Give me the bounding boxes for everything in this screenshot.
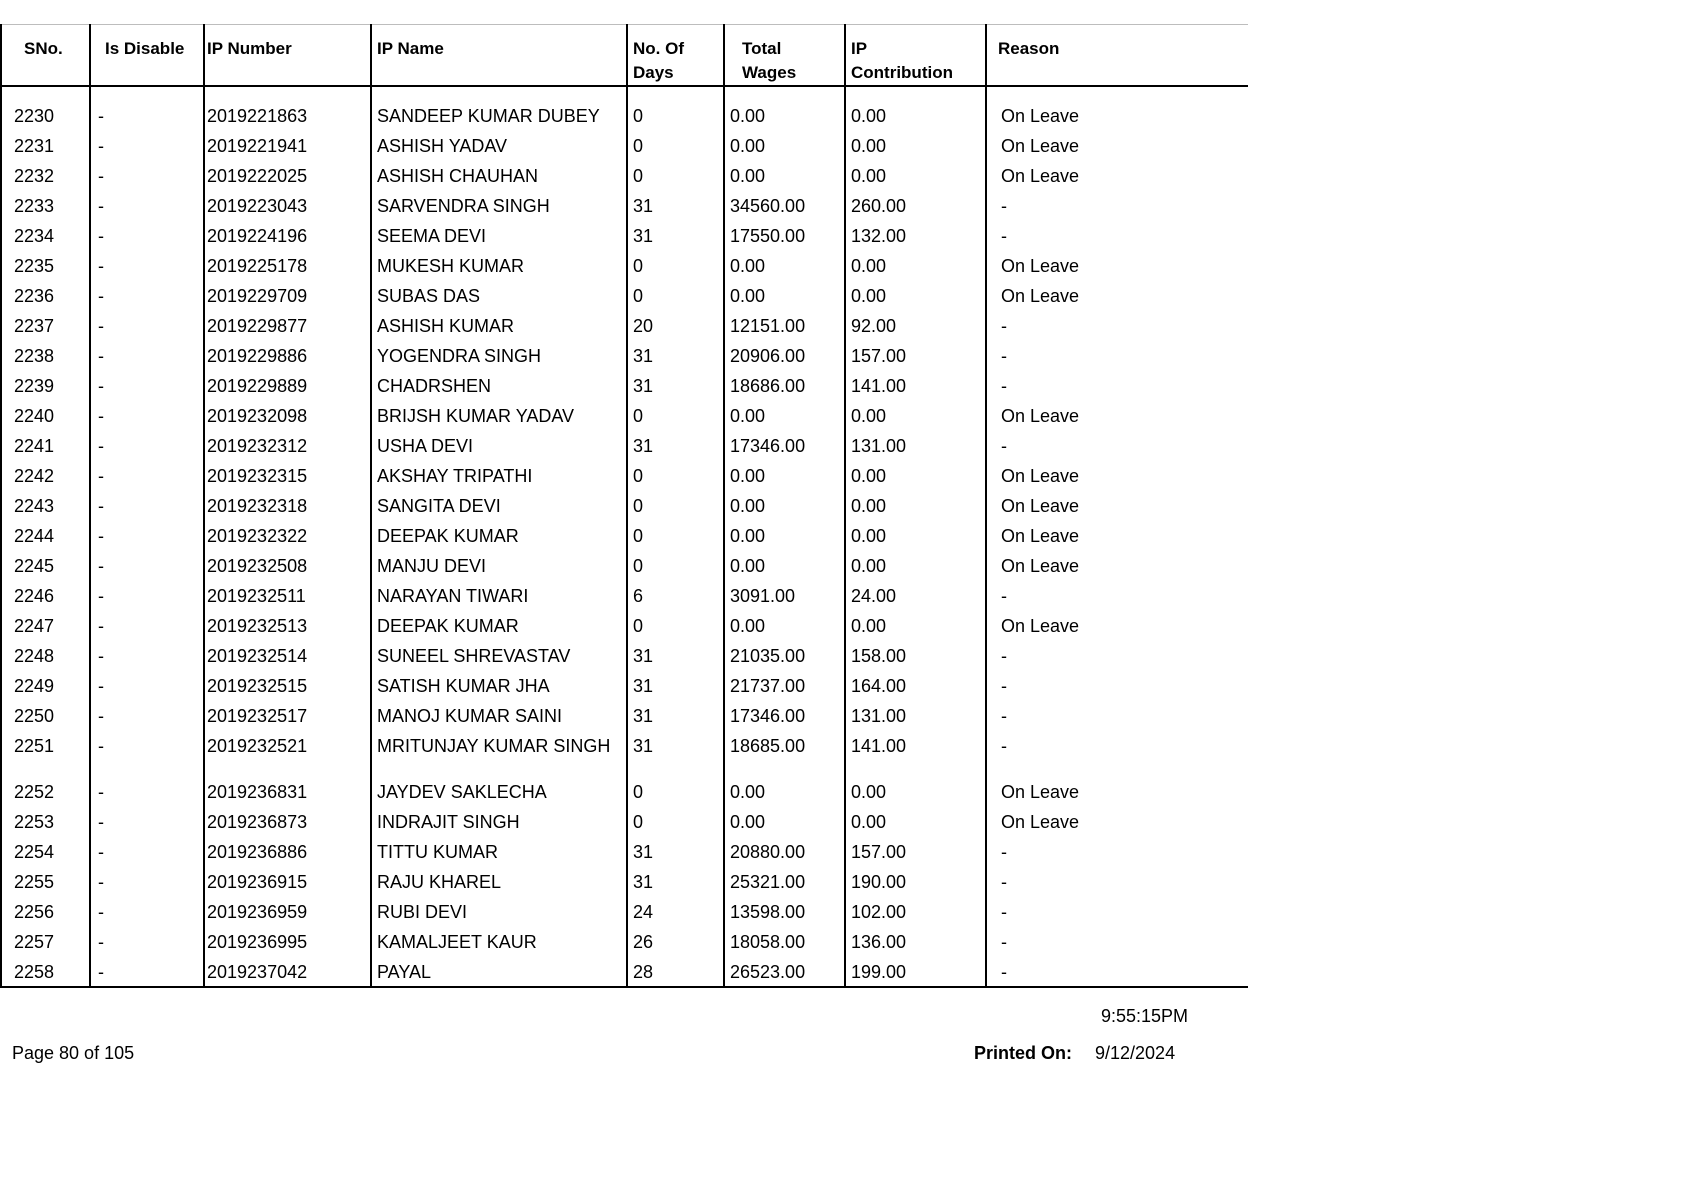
cell-ip-contribution: 0.00 bbox=[845, 251, 986, 281]
cell-sno: 2256 bbox=[1, 897, 90, 927]
cell-no-of-days: 31 bbox=[627, 431, 724, 461]
cell-ip-name: AKSHAY TRIPATHI bbox=[371, 461, 627, 491]
cell-sno: 2245 bbox=[1, 551, 90, 581]
cell-no-of-days: 31 bbox=[627, 867, 724, 897]
cell-total-wages: 3091.00 bbox=[724, 581, 845, 611]
cell-reason: - bbox=[986, 341, 1248, 371]
cell-total-wages: 21035.00 bbox=[724, 641, 845, 671]
cell-ip-contribution: 136.00 bbox=[845, 927, 986, 957]
cell-no-of-days: 6 bbox=[627, 581, 724, 611]
cell-no-of-days: 0 bbox=[627, 461, 724, 491]
cell-ip-name: TITTU KUMAR bbox=[371, 837, 627, 867]
cell-ip-name: ASHISH CHAUHAN bbox=[371, 161, 627, 191]
cell-no-of-days: 31 bbox=[627, 221, 724, 251]
cell-sno: 2258 bbox=[1, 957, 90, 987]
cell-reason: On Leave bbox=[986, 461, 1248, 491]
cell-ip-number: 2019236915 bbox=[204, 867, 371, 897]
cell-total-wages: 13598.00 bbox=[724, 897, 845, 927]
cell-ip-name: KAMALJEET KAUR bbox=[371, 927, 627, 957]
cell-ip-name: RUBI DEVI bbox=[371, 897, 627, 927]
cell-ip-number: 2019232515 bbox=[204, 671, 371, 701]
cell-ip-number: 2019229709 bbox=[204, 281, 371, 311]
cell-no-of-days: 0 bbox=[627, 401, 724, 431]
cell-reason: - bbox=[986, 837, 1248, 867]
cell-reason: - bbox=[986, 927, 1248, 957]
cell-is-disable: - bbox=[90, 957, 204, 987]
cell-ip-number: 2019229889 bbox=[204, 371, 371, 401]
cell-sno: 2232 bbox=[1, 161, 90, 191]
cell-no-of-days: 0 bbox=[627, 491, 724, 521]
cell-ip-number: 2019237042 bbox=[204, 957, 371, 987]
cell-ip-number: 2019221863 bbox=[204, 101, 371, 131]
cell-reason: On Leave bbox=[986, 131, 1248, 161]
header-ip-name: IP Name bbox=[371, 25, 627, 87]
cell-total-wages: 0.00 bbox=[724, 281, 845, 311]
cell-ip-contribution: 131.00 bbox=[845, 701, 986, 731]
cell-reason: On Leave bbox=[986, 101, 1248, 131]
cell-total-wages: 0.00 bbox=[724, 491, 845, 521]
header-no-of-days: No. Of Days bbox=[627, 25, 724, 87]
cell-total-wages: 26523.00 bbox=[724, 957, 845, 987]
table-row bbox=[1, 251, 1248, 281]
cell-ip-name: SANDEEP KUMAR DUBEY bbox=[371, 101, 627, 131]
cell-sno: 2233 bbox=[1, 191, 90, 221]
cell-is-disable: - bbox=[90, 701, 204, 731]
cell-is-disable: - bbox=[90, 671, 204, 701]
cell-ip-number: 2019224196 bbox=[204, 221, 371, 251]
cell-ip-contribution: 0.00 bbox=[845, 521, 986, 551]
cell-ip-contribution: 164.00 bbox=[845, 671, 986, 701]
table-row bbox=[1, 957, 1248, 987]
cell-ip-number: 2019232517 bbox=[204, 701, 371, 731]
cell-no-of-days: 31 bbox=[627, 191, 724, 221]
cell-sno: 2242 bbox=[1, 461, 90, 491]
cell-is-disable: - bbox=[90, 101, 204, 131]
cell-sno: 2255 bbox=[1, 867, 90, 897]
cell-total-wages: 0.00 bbox=[724, 161, 845, 191]
cell-ip-number: 2019236886 bbox=[204, 837, 371, 867]
cell-ip-name: ASHISH YADAV bbox=[371, 131, 627, 161]
cell-sno: 2246 bbox=[1, 581, 90, 611]
cell-ip-contribution: 0.00 bbox=[845, 101, 986, 131]
cell-sno: 2248 bbox=[1, 641, 90, 671]
cell-ip-contribution: 199.00 bbox=[845, 957, 986, 987]
cell-ip-contribution: 0.00 bbox=[845, 611, 986, 641]
table-row bbox=[1, 671, 1248, 701]
cell-ip-number: 2019222025 bbox=[204, 161, 371, 191]
cell-ip-name: SATISH KUMAR JHA bbox=[371, 671, 627, 701]
cell-reason: On Leave bbox=[986, 161, 1248, 191]
table-row bbox=[1, 807, 1248, 837]
cell-ip-contribution: 0.00 bbox=[845, 161, 986, 191]
cell-sno: 2230 bbox=[1, 101, 90, 131]
cell-ip-number: 2019221941 bbox=[204, 131, 371, 161]
cell-ip-name: NARAYAN TIWARI bbox=[371, 581, 627, 611]
cell-ip-number: 2019236959 bbox=[204, 897, 371, 927]
cell-ip-name: MANOJ KUMAR SAINI bbox=[371, 701, 627, 731]
cell-total-wages: 18058.00 bbox=[724, 927, 845, 957]
cell-is-disable: - bbox=[90, 281, 204, 311]
cell-ip-name: ASHISH KUMAR bbox=[371, 311, 627, 341]
cell-reason: On Leave bbox=[986, 611, 1248, 641]
cell-ip-number: 2019232098 bbox=[204, 401, 371, 431]
header-total-wages: Total Wages bbox=[724, 25, 845, 87]
header-ip-number: IP Number bbox=[204, 25, 371, 87]
cell-reason: - bbox=[986, 581, 1248, 611]
table-body bbox=[1, 86, 1248, 987]
cell-total-wages: 20880.00 bbox=[724, 837, 845, 867]
cell-reason: - bbox=[986, 867, 1248, 897]
cell-is-disable: - bbox=[90, 731, 204, 777]
cell-no-of-days: 0 bbox=[627, 101, 724, 131]
table-row bbox=[1, 191, 1248, 221]
cell-is-disable: - bbox=[90, 461, 204, 491]
cell-ip-contribution: 260.00 bbox=[845, 191, 986, 221]
contribution-table bbox=[0, 24, 1248, 988]
cell-reason: - bbox=[986, 641, 1248, 671]
cell-reason: - bbox=[986, 897, 1248, 927]
cell-ip-contribution: 102.00 bbox=[845, 897, 986, 927]
cell-total-wages: 0.00 bbox=[724, 551, 845, 581]
table-row bbox=[1, 521, 1248, 551]
cell-no-of-days: 0 bbox=[627, 161, 724, 191]
table-row bbox=[1, 867, 1248, 897]
cell-sno: 2231 bbox=[1, 131, 90, 161]
cell-is-disable: - bbox=[90, 161, 204, 191]
table-row bbox=[1, 131, 1248, 161]
table-row bbox=[1, 281, 1248, 311]
table-row bbox=[1, 341, 1248, 371]
printed-on-date: 9/12/2024 bbox=[1095, 1043, 1176, 1063]
cell-is-disable: - bbox=[90, 371, 204, 401]
cell-no-of-days: 31 bbox=[627, 837, 724, 867]
cell-sno: 2235 bbox=[1, 251, 90, 281]
cell-no-of-days: 0 bbox=[627, 807, 724, 837]
cell-ip-contribution: 0.00 bbox=[845, 491, 986, 521]
cell-ip-number: 2019229886 bbox=[204, 341, 371, 371]
cell-is-disable: - bbox=[90, 867, 204, 897]
cell-ip-name: CHADRSHEN bbox=[371, 371, 627, 401]
cell-total-wages: 0.00 bbox=[724, 777, 845, 807]
cell-ip-contribution: 157.00 bbox=[845, 837, 986, 867]
cell-ip-number: 2019225178 bbox=[204, 251, 371, 281]
table-row bbox=[1, 731, 1248, 777]
cell-total-wages: 0.00 bbox=[724, 401, 845, 431]
cell-sno: 2253 bbox=[1, 807, 90, 837]
cell-is-disable: - bbox=[90, 551, 204, 581]
cell-ip-name: MUKESH KUMAR bbox=[371, 251, 627, 281]
cell-ip-number: 2019232521 bbox=[204, 731, 371, 777]
cell-no-of-days: 28 bbox=[627, 957, 724, 987]
cell-ip-name: MANJU DEVI bbox=[371, 551, 627, 581]
cell-is-disable: - bbox=[90, 611, 204, 641]
table-row bbox=[1, 551, 1248, 581]
cell-total-wages: 0.00 bbox=[724, 101, 845, 131]
cell-is-disable: - bbox=[90, 521, 204, 551]
cell-sno: 2251 bbox=[1, 731, 90, 777]
cell-ip-number: 2019232315 bbox=[204, 461, 371, 491]
cell-is-disable: - bbox=[90, 341, 204, 371]
cell-total-wages: 17550.00 bbox=[724, 221, 845, 251]
cell-ip-number: 2019232513 bbox=[204, 611, 371, 641]
cell-ip-contribution: 0.00 bbox=[845, 281, 986, 311]
spacer-row bbox=[1, 86, 1248, 101]
table-row bbox=[1, 641, 1248, 671]
cell-no-of-days: 31 bbox=[627, 641, 724, 671]
cell-reason: - bbox=[986, 731, 1248, 777]
cell-sno: 2249 bbox=[1, 671, 90, 701]
cell-is-disable: - bbox=[90, 191, 204, 221]
header-sno: SNo. bbox=[1, 25, 90, 87]
cell-ip-contribution: 157.00 bbox=[845, 341, 986, 371]
cell-ip-number: 2019232312 bbox=[204, 431, 371, 461]
cell-ip-number: 2019236995 bbox=[204, 927, 371, 957]
cell-reason: - bbox=[986, 671, 1248, 701]
table-row bbox=[1, 927, 1248, 957]
cell-sno: 2234 bbox=[1, 221, 90, 251]
cell-total-wages: 0.00 bbox=[724, 461, 845, 491]
cell-ip-contribution: 92.00 bbox=[845, 311, 986, 341]
table-row bbox=[1, 161, 1248, 191]
cell-is-disable: - bbox=[90, 131, 204, 161]
table-row bbox=[1, 311, 1248, 341]
cell-sno: 2254 bbox=[1, 837, 90, 867]
table-row bbox=[1, 701, 1248, 731]
cell-ip-number: 2019232508 bbox=[204, 551, 371, 581]
table-row bbox=[1, 401, 1248, 431]
cell-no-of-days: 26 bbox=[627, 927, 724, 957]
cell-reason: On Leave bbox=[986, 551, 1248, 581]
cell-ip-number: 2019236873 bbox=[204, 807, 371, 837]
table-row bbox=[1, 491, 1248, 521]
table-row bbox=[1, 221, 1248, 251]
cell-reason: - bbox=[986, 957, 1248, 987]
cell-sno: 2243 bbox=[1, 491, 90, 521]
cell-no-of-days: 31 bbox=[627, 371, 724, 401]
table-row bbox=[1, 581, 1248, 611]
cell-is-disable: - bbox=[90, 311, 204, 341]
cell-is-disable: - bbox=[90, 837, 204, 867]
cell-total-wages: 17346.00 bbox=[724, 701, 845, 731]
cell-ip-name: SUBAS DAS bbox=[371, 281, 627, 311]
cell-reason: On Leave bbox=[986, 521, 1248, 551]
cell-ip-number: 2019229877 bbox=[204, 311, 371, 341]
cell-ip-number: 2019232514 bbox=[204, 641, 371, 671]
cell-sno: 2240 bbox=[1, 401, 90, 431]
cell-ip-name: INDRAJIT SINGH bbox=[371, 807, 627, 837]
cell-sno: 2252 bbox=[1, 777, 90, 807]
cell-no-of-days: 0 bbox=[627, 281, 724, 311]
cell-total-wages: 12151.00 bbox=[724, 311, 845, 341]
cell-total-wages: 21737.00 bbox=[724, 671, 845, 701]
cell-is-disable: - bbox=[90, 897, 204, 927]
cell-total-wages: 25321.00 bbox=[724, 867, 845, 897]
cell-ip-name: MRITUNJAY KUMAR SINGH bbox=[371, 731, 627, 777]
cell-ip-name: DEEPAK KUMAR bbox=[371, 521, 627, 551]
cell-ip-contribution: 24.00 bbox=[845, 581, 986, 611]
cell-ip-contribution: 0.00 bbox=[845, 401, 986, 431]
cell-is-disable: - bbox=[90, 491, 204, 521]
cell-reason: On Leave bbox=[986, 401, 1248, 431]
header-reason: Reason bbox=[986, 25, 1248, 87]
cell-is-disable: - bbox=[90, 807, 204, 837]
cell-sno: 2247 bbox=[1, 611, 90, 641]
cell-total-wages: 0.00 bbox=[724, 131, 845, 161]
cell-reason: On Leave bbox=[986, 251, 1248, 281]
cell-total-wages: 18685.00 bbox=[724, 731, 845, 777]
cell-no-of-days: 31 bbox=[627, 731, 724, 777]
cell-ip-contribution: 141.00 bbox=[845, 731, 986, 777]
cell-total-wages: 0.00 bbox=[724, 251, 845, 281]
cell-reason: - bbox=[986, 311, 1248, 341]
cell-is-disable: - bbox=[90, 777, 204, 807]
cell-total-wages: 0.00 bbox=[724, 611, 845, 641]
cell-no-of-days: 0 bbox=[627, 251, 724, 281]
cell-is-disable: - bbox=[90, 927, 204, 957]
cell-ip-number: 2019236831 bbox=[204, 777, 371, 807]
cell-reason: On Leave bbox=[986, 777, 1248, 807]
cell-sno: 2239 bbox=[1, 371, 90, 401]
table-row bbox=[1, 371, 1248, 401]
cell-ip-contribution: 0.00 bbox=[845, 131, 986, 161]
cell-reason: - bbox=[986, 371, 1248, 401]
table-row bbox=[1, 837, 1248, 867]
cell-ip-contribution: 0.00 bbox=[845, 777, 986, 807]
cell-ip-contribution: 0.00 bbox=[845, 551, 986, 581]
cell-no-of-days: 20 bbox=[627, 311, 724, 341]
cell-ip-contribution: 190.00 bbox=[845, 867, 986, 897]
cell-ip-name: SEEMA DEVI bbox=[371, 221, 627, 251]
cell-sno: 2238 bbox=[1, 341, 90, 371]
header-is-disable: Is Disable bbox=[90, 25, 204, 87]
printed-on-label: Printed On: bbox=[974, 1043, 1072, 1063]
cell-ip-number: 2019232318 bbox=[204, 491, 371, 521]
cell-ip-number: 2019223043 bbox=[204, 191, 371, 221]
table-row bbox=[1, 897, 1248, 927]
cell-no-of-days: 31 bbox=[627, 341, 724, 371]
cell-sno: 2250 bbox=[1, 701, 90, 731]
cell-ip-name: PAYAL bbox=[371, 957, 627, 987]
cell-total-wages: 0.00 bbox=[724, 521, 845, 551]
cell-is-disable: - bbox=[90, 401, 204, 431]
cell-reason: On Leave bbox=[986, 807, 1248, 837]
cell-total-wages: 34560.00 bbox=[724, 191, 845, 221]
cell-ip-contribution: 141.00 bbox=[845, 371, 986, 401]
table-row bbox=[1, 461, 1248, 491]
cell-no-of-days: 0 bbox=[627, 611, 724, 641]
cell-ip-name: SARVENDRA SINGH bbox=[371, 191, 627, 221]
cell-ip-name: SUNEEL SHREVASTAV bbox=[371, 641, 627, 671]
cell-total-wages: 17346.00 bbox=[724, 431, 845, 461]
cell-ip-contribution: 0.00 bbox=[845, 807, 986, 837]
cell-ip-number: 2019232322 bbox=[204, 521, 371, 551]
cell-sno: 2241 bbox=[1, 431, 90, 461]
cell-ip-contribution: 0.00 bbox=[845, 461, 986, 491]
table-row bbox=[1, 611, 1248, 641]
cell-ip-name: RAJU KHAREL bbox=[371, 867, 627, 897]
cell-ip-name: USHA DEVI bbox=[371, 431, 627, 461]
cell-ip-contribution: 132.00 bbox=[845, 221, 986, 251]
cell-ip-name: JAYDEV SAKLECHA bbox=[371, 777, 627, 807]
cell-is-disable: - bbox=[90, 641, 204, 671]
cell-no-of-days: 31 bbox=[627, 671, 724, 701]
cell-reason: - bbox=[986, 221, 1248, 251]
cell-is-disable: - bbox=[90, 251, 204, 281]
cell-reason: - bbox=[986, 191, 1248, 221]
header-ip-contribution: IP Contribution bbox=[845, 25, 986, 87]
cell-no-of-days: 0 bbox=[627, 131, 724, 161]
cell-reason: - bbox=[986, 431, 1248, 461]
cell-no-of-days: 24 bbox=[627, 897, 724, 927]
cell-ip-name: DEEPAK KUMAR bbox=[371, 611, 627, 641]
cell-sno: 2257 bbox=[1, 927, 90, 957]
cell-ip-number: 2019232511 bbox=[204, 581, 371, 611]
cell-total-wages: 18686.00 bbox=[724, 371, 845, 401]
cell-total-wages: 0.00 bbox=[724, 807, 845, 837]
table-row bbox=[1, 777, 1248, 807]
table-row bbox=[1, 101, 1248, 131]
cell-reason: On Leave bbox=[986, 491, 1248, 521]
page-number: Page 80 of 105 bbox=[12, 1043, 135, 1063]
cell-is-disable: - bbox=[90, 431, 204, 461]
cell-no-of-days: 0 bbox=[627, 551, 724, 581]
cell-total-wages: 20906.00 bbox=[724, 341, 845, 371]
cell-ip-name: BRIJSH KUMAR YADAV bbox=[371, 401, 627, 431]
table-header-row bbox=[1, 25, 1248, 87]
cell-ip-name: YOGENDRA SINGH bbox=[371, 341, 627, 371]
cell-reason: On Leave bbox=[986, 281, 1248, 311]
cell-no-of-days: 0 bbox=[627, 777, 724, 807]
cell-is-disable: - bbox=[90, 221, 204, 251]
cell-sno: 2237 bbox=[1, 311, 90, 341]
cell-ip-contribution: 131.00 bbox=[845, 431, 986, 461]
table-row bbox=[1, 431, 1248, 461]
cell-no-of-days: 31 bbox=[627, 701, 724, 731]
printed-time: 9:55:15PM bbox=[1101, 1006, 1189, 1026]
cell-sno: 2236 bbox=[1, 281, 90, 311]
cell-ip-contribution: 158.00 bbox=[845, 641, 986, 671]
cell-reason: - bbox=[986, 701, 1248, 731]
cell-no-of-days: 0 bbox=[627, 521, 724, 551]
contribution-table-container bbox=[0, 24, 1247, 988]
cell-ip-name: SANGITA DEVI bbox=[371, 491, 627, 521]
cell-sno: 2244 bbox=[1, 521, 90, 551]
cell-is-disable: - bbox=[90, 581, 204, 611]
